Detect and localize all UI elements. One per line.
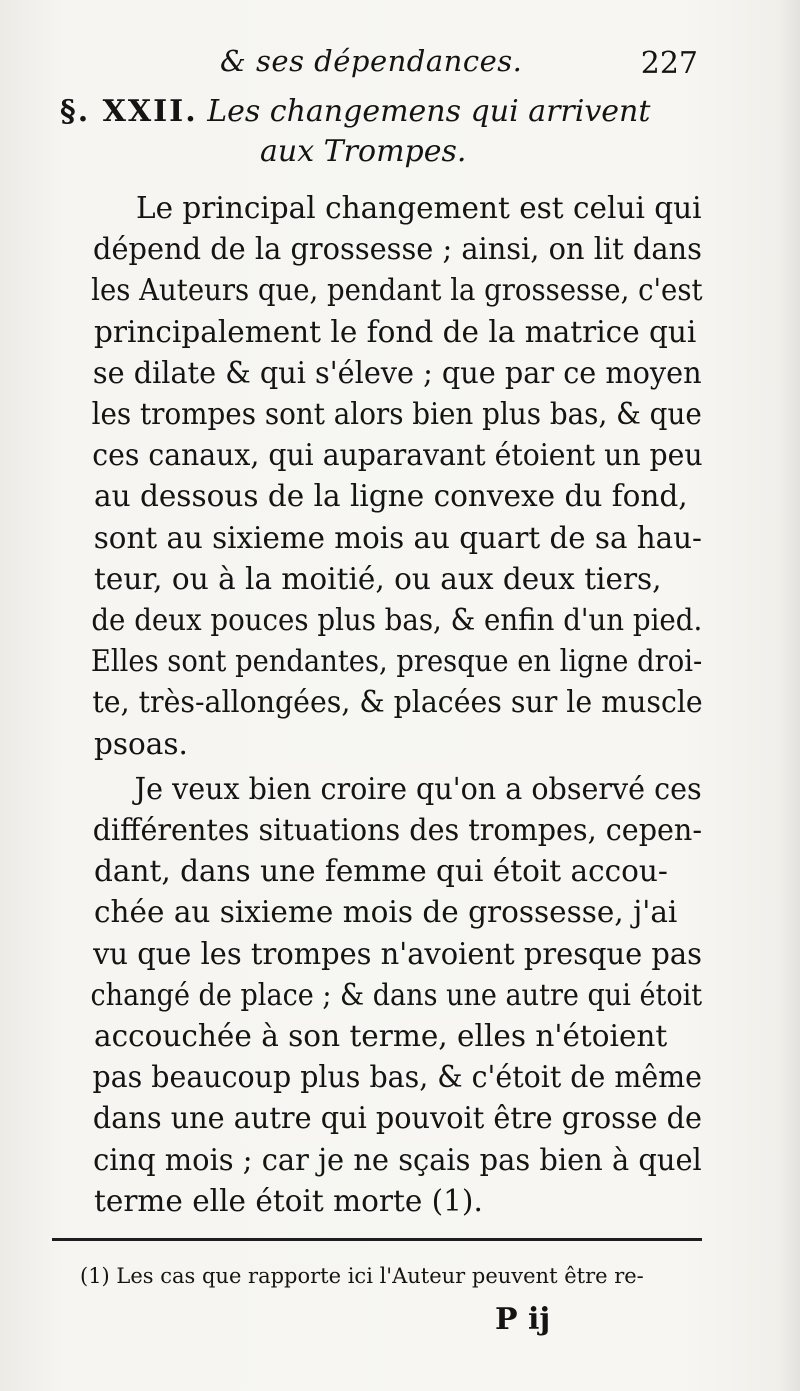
paragraph: [52, 188, 702, 765]
text-line: cinq mois ; car je ne sçais pas bien à quel: [93, 1142, 702, 1177]
text-line: Je veux bien croire qu'on a observé ces: [134, 771, 702, 806]
text-line: psoas.: [94, 726, 188, 761]
text-line: se dilate & qui s'éleve ; que par ce moyen: [92, 355, 702, 390]
text-line: principalement le fond de la matrice qui: [94, 314, 697, 349]
body-text: [52, 188, 702, 1222]
paragraph: [52, 769, 702, 1222]
page-edge-shadow: [778, 0, 800, 1391]
text-line: différentes situations des trompes, cepen-: [92, 813, 702, 848]
text-line: accouchée à son terme, elles n'étoient: [94, 1019, 668, 1054]
section-title-line1: Les changemens qui arrivent: [207, 94, 651, 129]
text-line: chée au sixieme mois de grossesse, j'ai: [94, 895, 678, 930]
footnote: (1) Les cas que rapporte ici l'Auteur peuvent être re-: [80, 1264, 644, 1288]
text-line: les trompes sont alors bien plus bas, & que: [91, 397, 702, 432]
text-line: ces canaux, qui auparavant étoient un peu: [92, 438, 703, 473]
text-line: dant, dans une femme qui étoit accou-: [94, 854, 668, 889]
text-line: au dessous de la ligne convexe du fond,: [94, 479, 688, 514]
text-line: terme elle étoit morte (1).: [94, 1183, 483, 1218]
page-header: [52, 42, 702, 90]
text-line: dépend de la grossesse ; ainsi, on lit dans: [93, 232, 702, 267]
text-line: pas beaucoup plus bas, & c'étoit de même: [92, 1060, 702, 1095]
text-line: dans une autre qui pouvoit être grosse de: [92, 1101, 703, 1136]
text-line: changé de place ; & dans une autre qui étoit: [90, 977, 703, 1012]
text-line: Le principal changement est celui qui: [136, 191, 702, 225]
text-line: les Auteurs que, pendant la grossesse, c'est: [91, 273, 703, 308]
text-line: vu que les trompes n'avoient presque pas: [93, 936, 702, 971]
text-line: sont au sixieme mois au quart de sa hau-: [93, 520, 702, 555]
text-line: Elles sont pendantes, presque en ligne droi-: [90, 644, 703, 679]
text-line: de deux pouces plus bas, & enfin d'un pied.: [91, 603, 703, 638]
section-heading: [60, 92, 700, 172]
page-number: 227: [640, 46, 698, 81]
footnote-rule: [52, 1238, 702, 1241]
section-number: §. XXII.: [60, 94, 198, 129]
running-title: & ses dépendances.: [220, 44, 523, 78]
text-line: teur, ou à la moitié, ou aux deux tiers,: [94, 561, 662, 596]
text-line: te, très-allongées, & placées sur le muscle: [92, 685, 703, 720]
signature-mark: P ij: [495, 1302, 551, 1337]
section-title-line2: aux Trompes.: [260, 134, 467, 169]
